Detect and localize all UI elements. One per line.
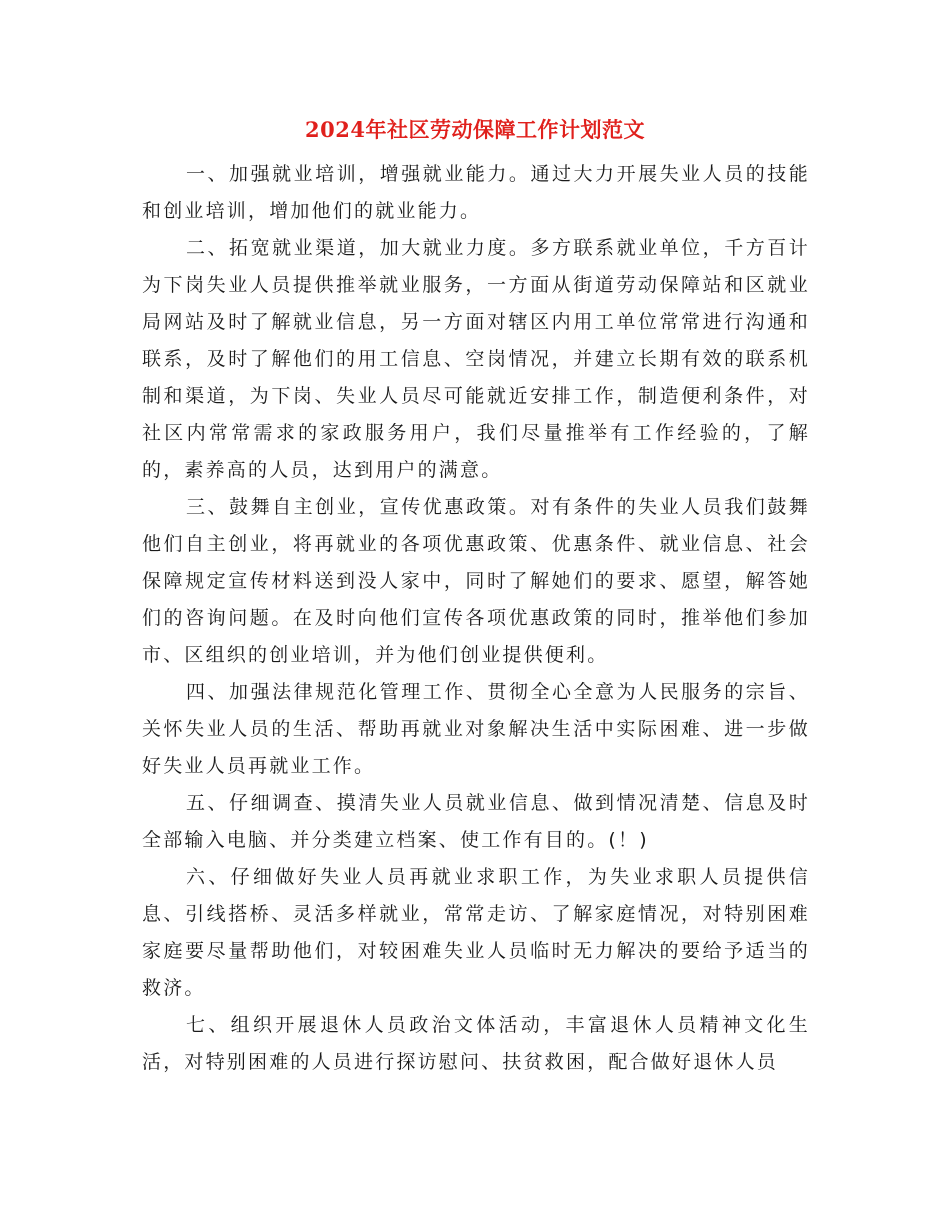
paragraph-5: 五、仔细调查、摸清失业人员就业信息、做到情况清楚、信息及时全部输入电脑、并分类建立档案、使工作有目的。(！) (142, 792, 810, 851)
paragraph-7: 七、组织开展退休人员政治文体活动，丰富退休人员精神文化生活，对特别困难的人员进行探访慰问、扶贫救困，配合做好退休人员 (142, 1014, 810, 1073)
document-title: 2024年社区劳动保障工作计划范文 (305, 117, 645, 142)
document-body (142, 156, 810, 1081)
paragraph-2: 二、拓宽就业渠道，加大就业力度。多方联系就业单位，千方百计为下岗失业人员提供推举就业服务，一方面从街道劳动保障站和区就业局网站及时了解就业信息，另一方面对辖区内用工单位常常进行沟通和联系，及时了解他们的用工信息、空岗情况，并建立长期有效的联系机制和渠道，为下岗、失业人员尽可能就近安排工作，制造便利条件，对社区内常常需求的家政服务用户，我们尽量推举有工作经验的，了解的，素养高的人员，达到用户的满意。 (142, 237, 810, 481)
paragraph-3: 三、鼓舞自主创业，宣传优惠政策。对有条件的失业人员我们鼓舞他们自主创业，将再就业的各项优惠政策、优惠条件、就业信息、社会保障规定宣传材料送到没人家中，同时了解她们的要求、愿望，解答她们的咨询问题。在及时向他们宣传各项优惠政策的同时，推举他们参加市、区组织的创业培训，并为他们创业提供便利。 (142, 496, 810, 666)
paragraph-6: 六、仔细做好失业人员再就业求职工作，为失业求职人员提供信息、引线搭桥、灵活多样就业，常常走访、了解家庭情况，对特别困难家庭要尽量帮助他们，对较困难失业人员临时无力解决的要给予适当的救济。 (142, 866, 810, 999)
paragraph-1: 一、加强就业培训，增强就业能力。通过大力开展失业人员的技能和创业培训，增加他们的就业能力。 (142, 163, 810, 222)
paragraph-4: 四、加强法律规范化管理工作、贯彻全心全意为人民服务的宗旨、关怀失业人员的生活、帮助再就业对象解决生活中实际困难、进一步做好失业人员再就业工作。 (142, 681, 810, 777)
